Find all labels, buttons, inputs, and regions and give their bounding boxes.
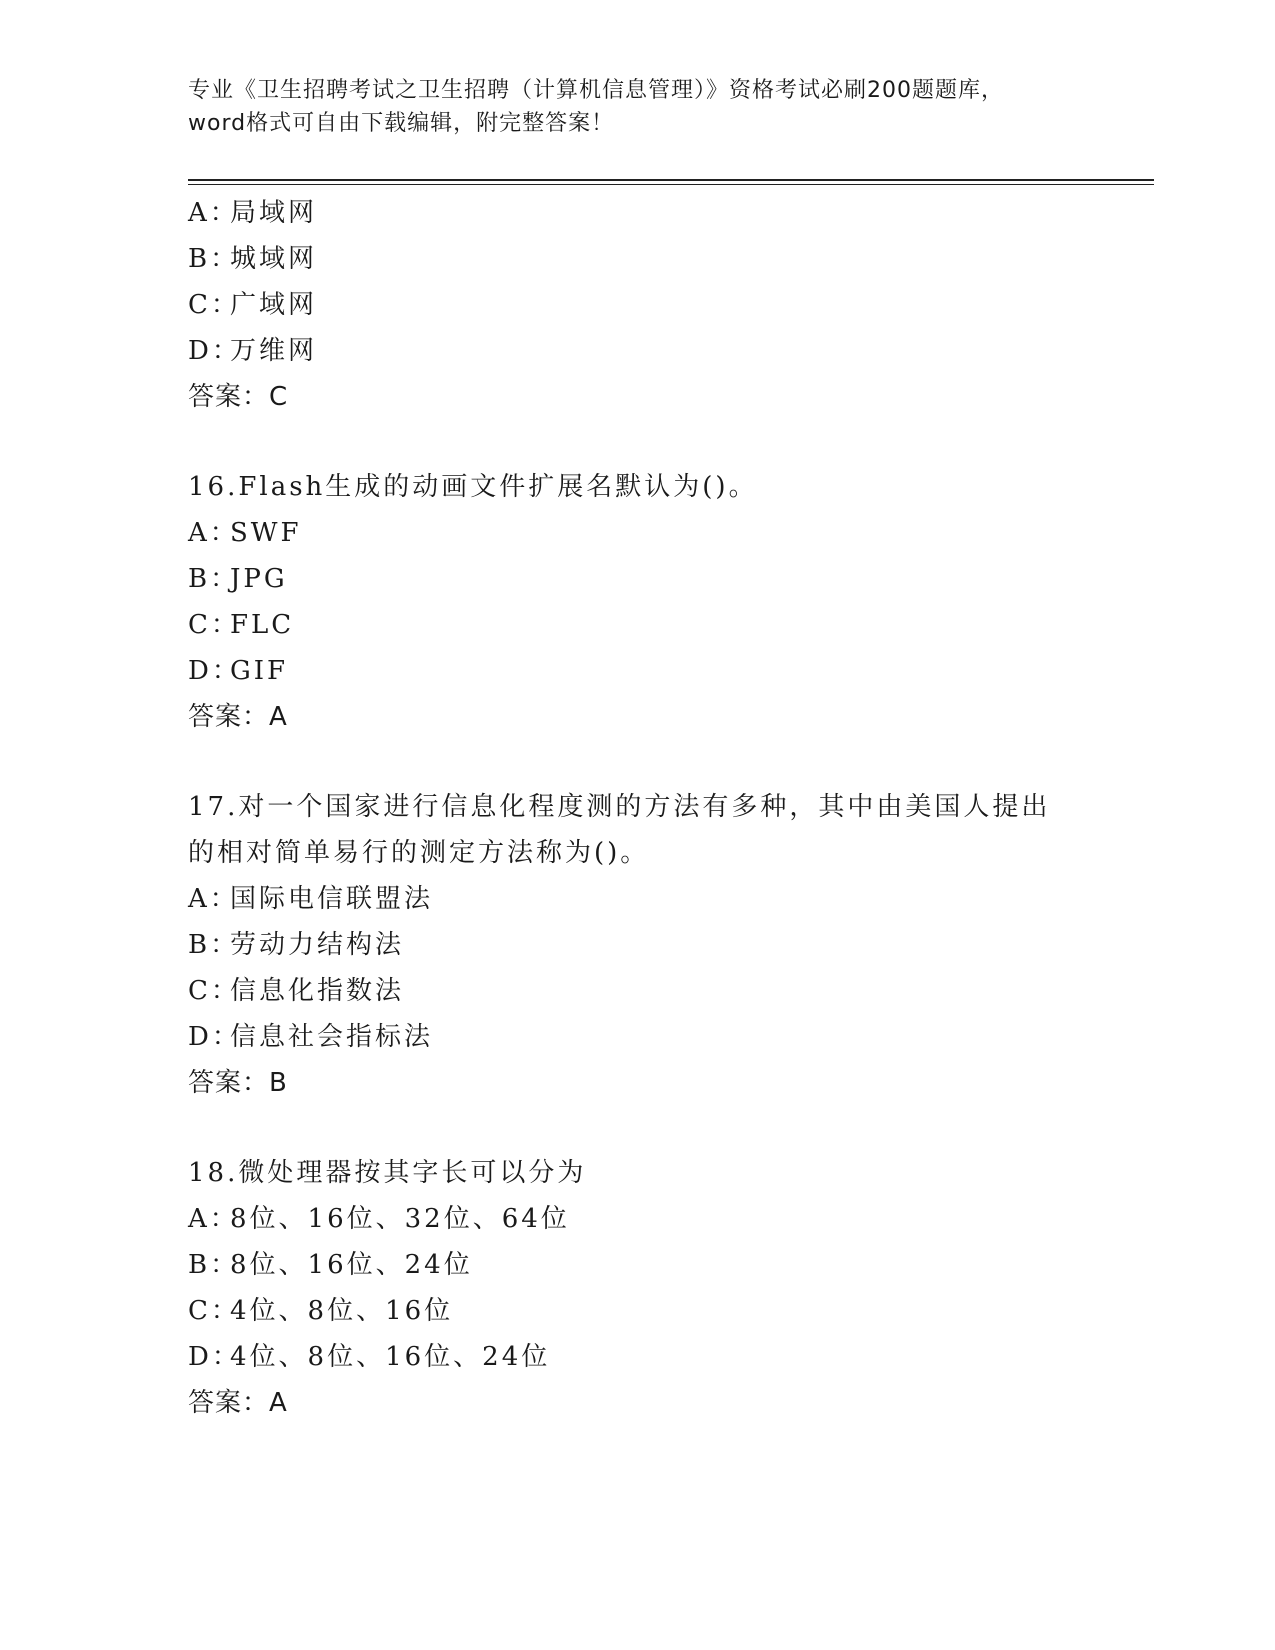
option-b bbox=[188, 1242, 1148, 1288]
option-text: 城域网 bbox=[230, 244, 318, 274]
header-title-line: 专业《卫生招聘考试之卫生招聘（计算机信息管理）》资格考试必刷200题题库， bbox=[188, 78, 1004, 103]
spacer bbox=[188, 1106, 1148, 1150]
option-text: 信息社会指标法 bbox=[230, 1022, 434, 1052]
option-text: 8位、16位、32位、64位 bbox=[230, 1204, 570, 1234]
question-stem: 17.对一个国家进行信息化程度测的方法有多种，其中由美国人提出的相对简单易行的测定方法称为()。 bbox=[188, 792, 1051, 868]
option-text: JPG bbox=[230, 564, 288, 594]
option-text: 国际电信联盟法 bbox=[230, 884, 434, 914]
option-text: 4位、8位、16位、24位 bbox=[230, 1342, 551, 1372]
option-key: C： bbox=[188, 610, 240, 640]
option-key: A： bbox=[188, 1204, 239, 1234]
option-key: C： bbox=[188, 1296, 240, 1326]
option-d bbox=[188, 1014, 1148, 1060]
option-a bbox=[188, 190, 1148, 236]
option-key: C： bbox=[188, 290, 240, 320]
option-text: 信息化指数法 bbox=[230, 976, 405, 1006]
option-text: 局域网 bbox=[230, 198, 318, 228]
option-key: B： bbox=[188, 244, 240, 274]
answer-line: 答案：C bbox=[188, 382, 289, 412]
document-header bbox=[188, 74, 1088, 140]
spacer bbox=[188, 740, 1148, 784]
option-c bbox=[188, 282, 1148, 328]
option-text: GIF bbox=[230, 656, 289, 686]
option-text: FLC bbox=[230, 610, 295, 640]
option-a bbox=[188, 1196, 1148, 1242]
option-key: A： bbox=[188, 518, 239, 548]
option-a bbox=[188, 510, 1148, 556]
option-key: C： bbox=[188, 976, 240, 1006]
option-d bbox=[188, 648, 1148, 694]
option-c bbox=[188, 968, 1148, 1014]
question-block-17 bbox=[188, 784, 1148, 1106]
question-list bbox=[188, 190, 1148, 1426]
option-text: 4位、8位、16位 bbox=[230, 1296, 454, 1326]
question-block-15 bbox=[188, 190, 1148, 420]
option-key: A： bbox=[188, 198, 239, 228]
option-key: A： bbox=[188, 884, 239, 914]
option-c bbox=[188, 1288, 1148, 1334]
option-text: SWF bbox=[230, 518, 302, 548]
header-divider-thin bbox=[188, 184, 1154, 185]
option-c bbox=[188, 602, 1148, 648]
option-b bbox=[188, 556, 1148, 602]
option-text: 劳动力结构法 bbox=[230, 930, 405, 960]
question-stem: 16.Flash生成的动画文件扩展名默认为()。 bbox=[188, 472, 758, 502]
option-d bbox=[188, 328, 1148, 374]
answer-line: 答案：A bbox=[188, 1388, 288, 1418]
answer-line: 答案：A bbox=[188, 702, 288, 732]
option-text: 广域网 bbox=[230, 290, 318, 320]
spacer bbox=[188, 420, 1148, 464]
question-block-16 bbox=[188, 464, 1148, 740]
option-key: D： bbox=[188, 656, 241, 686]
option-text: 8位、16位、24位 bbox=[230, 1250, 473, 1280]
option-key: B： bbox=[188, 564, 240, 594]
option-key: B： bbox=[188, 930, 240, 960]
answer-line: 答案：B bbox=[188, 1068, 288, 1098]
header-divider-thick bbox=[188, 179, 1154, 181]
question-stem: 18.微处理器按其字长可以分为 bbox=[188, 1158, 587, 1188]
header-subtitle-line: word格式可自由下载编辑，附完整答案！ bbox=[188, 111, 615, 136]
option-key: D： bbox=[188, 336, 241, 366]
option-d bbox=[188, 1334, 1148, 1380]
question-block-18 bbox=[188, 1150, 1148, 1426]
option-key: B： bbox=[188, 1250, 240, 1280]
option-key: D： bbox=[188, 1022, 241, 1052]
option-text: 万维网 bbox=[230, 336, 318, 366]
option-a bbox=[188, 876, 1148, 922]
option-key: D： bbox=[188, 1342, 241, 1372]
option-b bbox=[188, 236, 1148, 282]
option-b bbox=[188, 922, 1148, 968]
